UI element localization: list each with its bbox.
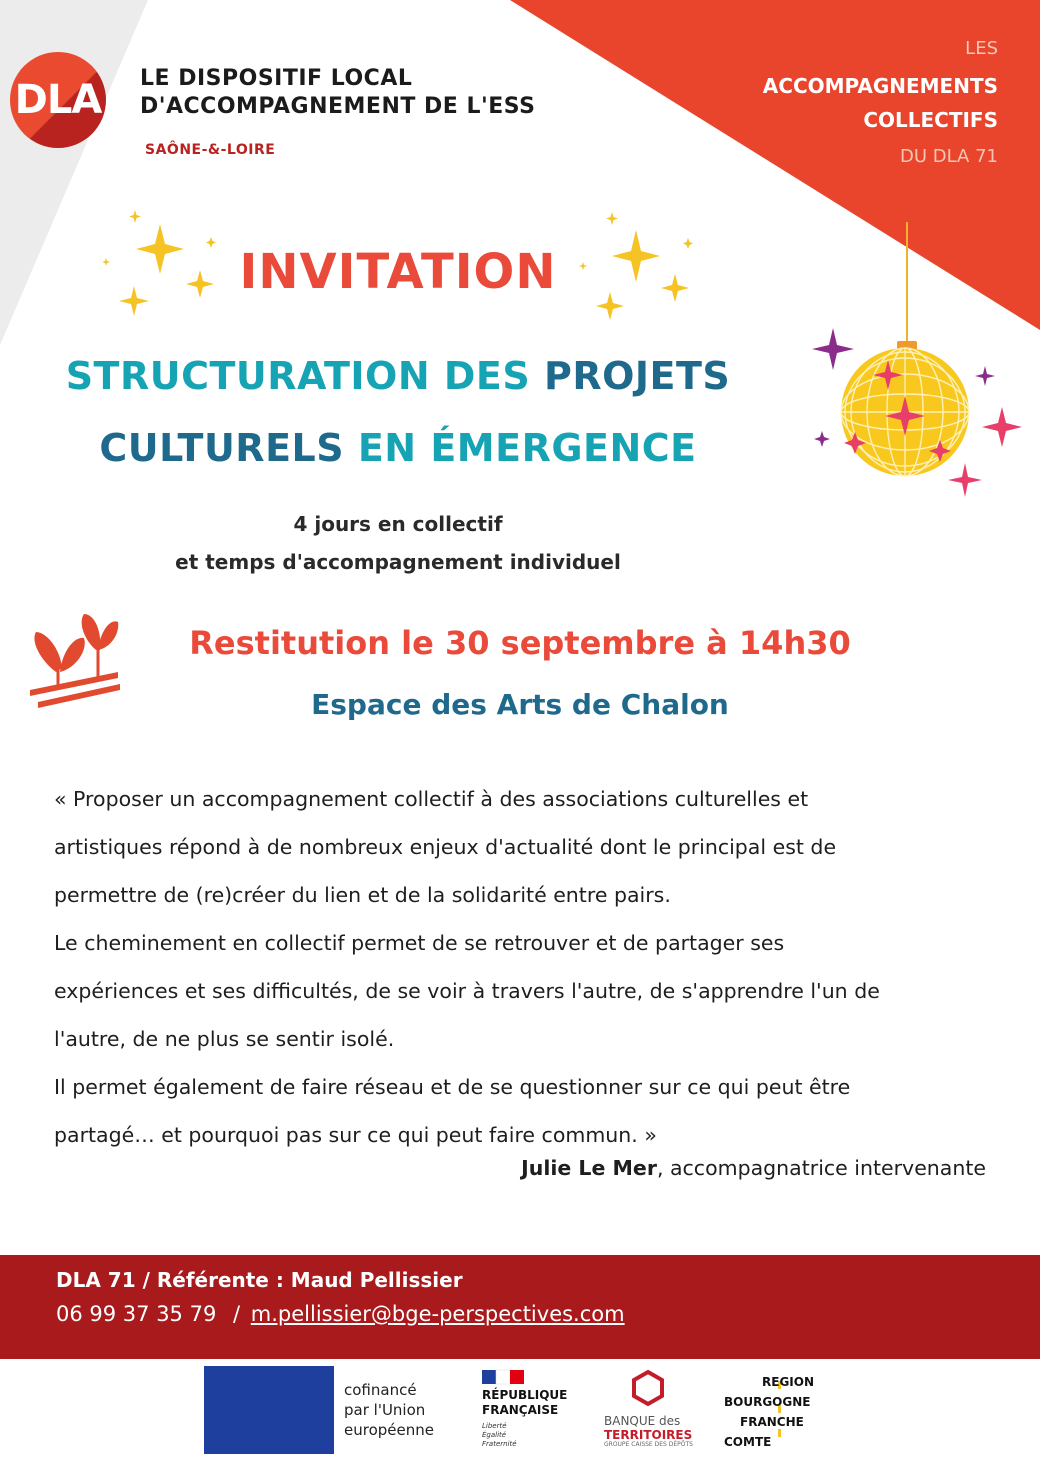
sparkle-icon: [948, 463, 982, 497]
subtitle-line-2: et temps d'accompagnement individuel: [175, 550, 621, 574]
eu-flag: [204, 1366, 334, 1454]
sparkle-icon: [814, 431, 830, 447]
title-line-2: [0, 426, 796, 470]
invitation-heading: INVITATION: [239, 244, 557, 300]
sparkle-icon: [982, 407, 1022, 447]
quote-signature: [521, 1156, 986, 1180]
title-line-1-part-2: PROJETS: [543, 354, 731, 398]
rf-motto-1: Liberté: [482, 1422, 507, 1430]
eu-line-1: cofinancé: [344, 1381, 417, 1399]
quote-author: Julie Le Mer: [521, 1156, 657, 1180]
corner-line-2: ACCOMPAGNEMENTS: [762, 74, 998, 98]
org-name-line-1: LE DISPOSITIF LOCAL: [140, 66, 413, 91]
banque-territoires-line-2: TERRITOIRES: [604, 1428, 693, 1442]
region-line-4: COMTE: [724, 1435, 772, 1449]
rf-line-1: RÉPUBLIQUE: [482, 1388, 568, 1402]
region-line-3: FRANCHE: [740, 1415, 804, 1429]
title-line-1: [0, 354, 796, 398]
corner-line-3: COLLECTIFS: [863, 108, 998, 132]
dla-logo-text: DLA: [14, 77, 102, 123]
banque-territoires-line-3: GROUPE CAISSE DES DÉPÔTS: [604, 1441, 693, 1448]
sparkle-icon: [812, 328, 854, 370]
sparkle-icon: [129, 210, 141, 223]
region-bfc-logo: [724, 1372, 814, 1452]
sparkle-icon: [975, 366, 995, 386]
eu-line-2: par l'Union: [344, 1401, 426, 1419]
quote-line: partagé… et pourquoi pas sur ce qui peut faire commun. »: [54, 1123, 657, 1147]
rf-motto-2: Égalité: [482, 1431, 507, 1439]
footer-contact-line: DLA 71 / Référente : Maud Pellissier: [56, 1268, 463, 1292]
restitution-date: Restitution le 30 septembre à 14h30: [189, 624, 851, 662]
org-region: SAÔNE-&-LOIRE: [145, 142, 276, 158]
event-venue: Espace des Arts de Chalon: [311, 688, 729, 721]
plant-icon: [30, 614, 120, 708]
banque-territoires-line-1: BANQUE des: [604, 1414, 681, 1428]
quote-author-role: , accompagnatrice intervenante: [656, 1156, 986, 1180]
eu-line-3: européenne: [344, 1421, 434, 1439]
banque-hexagon-icon: [634, 1372, 662, 1404]
title-line-1-part-1: STRUCTURATION DES: [65, 354, 531, 398]
footer-phone[interactable]: 06 99 37 35 79: [56, 1302, 217, 1326]
footer-separator: /: [233, 1302, 241, 1326]
marianne-icon: [482, 1370, 524, 1384]
region-line-1: REGION: [762, 1375, 814, 1389]
corner-line-4: DU DLA 71: [900, 146, 998, 167]
quote-line: Il permet également de faire réseau et de se questionner sur ce qui peut être: [54, 1075, 851, 1099]
footer-phone-email: [56, 1302, 625, 1326]
quote-line: « Proposer un accompagnement collectif à des associations culturelles et: [54, 787, 809, 811]
dla-logo: [10, 52, 106, 148]
org-name-line-2: D'ACCOMPAGNEMENT DE L'ESS: [140, 94, 536, 119]
quote-line: expériences et ses difficultés, de se voir à travers l'autre, de s'apprendre l'un de: [54, 979, 880, 1003]
rf-line-2: FRANÇAISE: [482, 1403, 559, 1417]
title-line-2-part-2: EN ÉMERGENCE: [357, 426, 697, 470]
footer-email-link[interactable]: m.pellissier@bge-perspectives.com: [250, 1302, 625, 1326]
title-line-2-part-1: CULTURELS: [99, 426, 345, 470]
eu-cofinance-text: [344, 1380, 434, 1440]
subtitle-line-1: 4 jours en collectif: [293, 512, 503, 536]
quote-line: permettre de (re)créer du lien et de la solidarité entre pairs.: [54, 883, 671, 907]
republique-francaise-logo: [482, 1388, 567, 1418]
testimonial-quote: [54, 775, 994, 1159]
quote-line: Le cheminement en collectif permet de se retrouver et de partager ses: [54, 931, 785, 955]
corner-line-1: LES: [965, 38, 998, 59]
rf-motto-3: Fraternité: [482, 1440, 517, 1448]
quote-line: artistiques répond à de nombreux enjeux d'actualité dont le principal est de: [54, 835, 837, 859]
quote-line: l'autre, de ne plus se sentir isolé.: [54, 1027, 395, 1051]
region-line-2: BOURGOGNE: [724, 1395, 811, 1409]
sparkle-icon: [606, 212, 618, 225]
rf-motto: [482, 1422, 517, 1449]
